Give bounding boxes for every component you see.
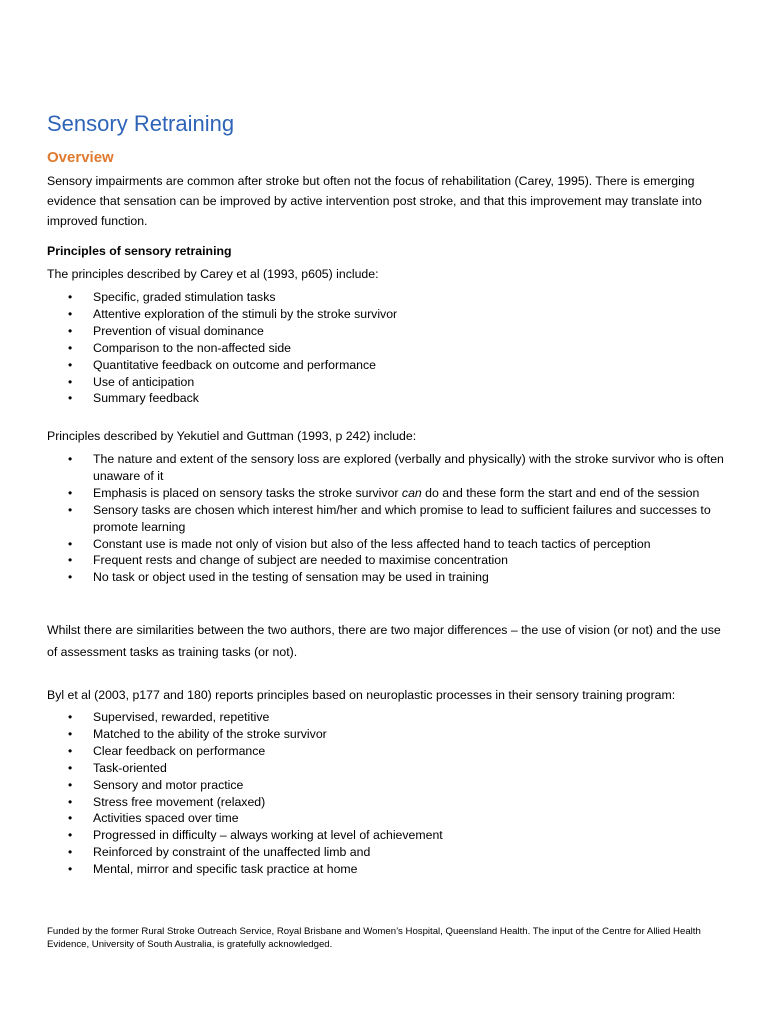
- list-item: [47, 340, 727, 357]
- list-item: [47, 760, 727, 777]
- bullet-icon: •: [68, 502, 73, 517]
- list-item-text: Frequent rests and change of subject are needed to maximise concentration: [93, 553, 508, 568]
- bullet-icon: •: [68, 536, 73, 551]
- bullet-icon: •: [68, 570, 73, 585]
- list-item: [47, 777, 727, 794]
- bullet-icon: •: [68, 743, 73, 758]
- list-item-text: No task or object used in the testing of sensation may be used in training: [93, 570, 489, 585]
- bullet-icon: •: [68, 710, 73, 724]
- list-item: [47, 726, 727, 743]
- list-item: [47, 861, 727, 878]
- list-item-text: do and these form the start and end of the session: [421, 485, 700, 500]
- list-item: [47, 451, 727, 485]
- list-item: [47, 552, 727, 569]
- list-item-text: Clear feedback on performance: [93, 743, 266, 758]
- yekutiel-principles-list: [47, 451, 727, 586]
- list-item: [47, 485, 727, 502]
- list-item-text: Sensory and motor practice: [93, 777, 244, 792]
- list-item-text: Progressed in difficulty – always working at level of achievement: [93, 828, 443, 843]
- list-item: [47, 390, 727, 407]
- list-item-text: Summary feedback: [93, 391, 199, 406]
- list-item: [47, 709, 727, 726]
- bullet-icon: •: [68, 828, 73, 843]
- list-item-text: Prevention of visual dominance: [93, 323, 264, 338]
- list-item: [47, 810, 727, 827]
- byl-intro: Byl et al (2003, p177 and 180) reports principles based on neuroplastic processes in their sensory training program:: [47, 688, 676, 702]
- list-item: [47, 569, 727, 586]
- list-item-text: Task-oriented: [93, 760, 167, 775]
- bullet-icon: •: [68, 485, 73, 500]
- list-item-text: Reinforced by constraint of the unaffected limb and: [93, 845, 371, 860]
- bullet-icon: •: [68, 323, 73, 338]
- list-item: [47, 743, 727, 760]
- list-item-text: The nature and extent of the sensory loss are explored (verbally and physically) with the stroke survivor who is often unaware of it: [93, 452, 724, 483]
- byl-principles-list: [47, 709, 727, 878]
- funding-footer: Funded by the former Rural Stroke Outreach Service, Royal Brisbane and Women’s Hospital, Queensland Health. The input of the Centre for Allied Health Evidence, University of South Australia, is gratefully acknowledged.: [47, 926, 701, 950]
- list-item-text: Use of anticipation: [93, 374, 195, 389]
- list-item: [47, 827, 727, 844]
- bullet-icon: •: [68, 290, 73, 304]
- bullet-icon: •: [68, 452, 73, 466]
- intro-paragraph: Sensory impairments are common after stroke but often not the focus of rehabilitation (Carey, 1995). There is emerging evidence that sensation can be improved by active intervention post stroke, and that this improvement may translate into improved function.: [47, 174, 702, 228]
- list-item: [47, 844, 727, 861]
- list-item: [47, 536, 727, 553]
- list-item: [47, 289, 727, 306]
- list-item-text: Activities spaced over time: [93, 811, 239, 826]
- comparison-paragraph: Whilst there are similarities between the two authors, there are two major differences – the use of vision (or not) and the use of assessment tasks as training tasks (or not).: [47, 623, 721, 659]
- carey-principles-list: [47, 289, 727, 407]
- bullet-icon: •: [68, 760, 73, 775]
- list-item-text: Specific, graded stimulation tasks: [93, 290, 276, 304]
- list-item-text: Supervised, rewarded, repetitive: [93, 710, 270, 724]
- list-item: [47, 323, 727, 340]
- list-item: [47, 794, 727, 811]
- page-title: Sensory Retraining: [47, 111, 235, 136]
- principles-heading: Principles of sensory retraining: [47, 244, 232, 258]
- section-heading-overview: Overview: [47, 149, 114, 166]
- bullet-icon: •: [68, 862, 73, 877]
- bullet-icon: •: [68, 374, 73, 389]
- list-item-text: Emphasis is placed on sensory tasks the stroke survivor: [93, 485, 402, 500]
- bullet-icon: •: [68, 340, 73, 355]
- bullet-icon: •: [68, 306, 73, 321]
- list-item-text: Comparison to the non-affected side: [93, 340, 292, 355]
- list-item: [47, 306, 727, 323]
- list-item-text: Quantitative feedback on outcome and performance: [93, 357, 377, 372]
- list-item-text: Constant use is made not only of vision but also of the less affected hand to teach tactics of perception: [93, 536, 651, 551]
- carey-intro: The principles described by Carey et al (1993, p605) include:: [47, 267, 379, 281]
- bullet-icon: •: [68, 391, 73, 406]
- list-item-text: Mental, mirror and specific task practice at home: [93, 862, 358, 877]
- bullet-icon: •: [68, 845, 73, 860]
- bullet-icon: •: [68, 794, 73, 809]
- list-item: [47, 502, 727, 536]
- list-item-text: Matched to the ability of the stroke survivor: [93, 726, 327, 741]
- list-item-text: Attentive exploration of the stimuli by the stroke survivor: [93, 306, 398, 321]
- yekutiel-intro: Principles described by Yekutiel and Guttman (1993, p 242) include:: [47, 429, 417, 443]
- bullet-icon: •: [68, 811, 73, 826]
- bullet-icon: •: [68, 357, 73, 372]
- list-item: [47, 374, 727, 391]
- bullet-icon: •: [68, 777, 73, 792]
- bullet-icon: •: [68, 726, 73, 741]
- bullet-icon: •: [68, 553, 73, 568]
- list-item-text: Stress free movement (relaxed): [93, 794, 266, 809]
- list-item-text: Sensory tasks are chosen which interest him/her and which promise to lead to sufficient failures and successes to promote learning: [93, 502, 711, 534]
- emphasis-text: can: [401, 485, 422, 500]
- list-item: [47, 357, 727, 374]
